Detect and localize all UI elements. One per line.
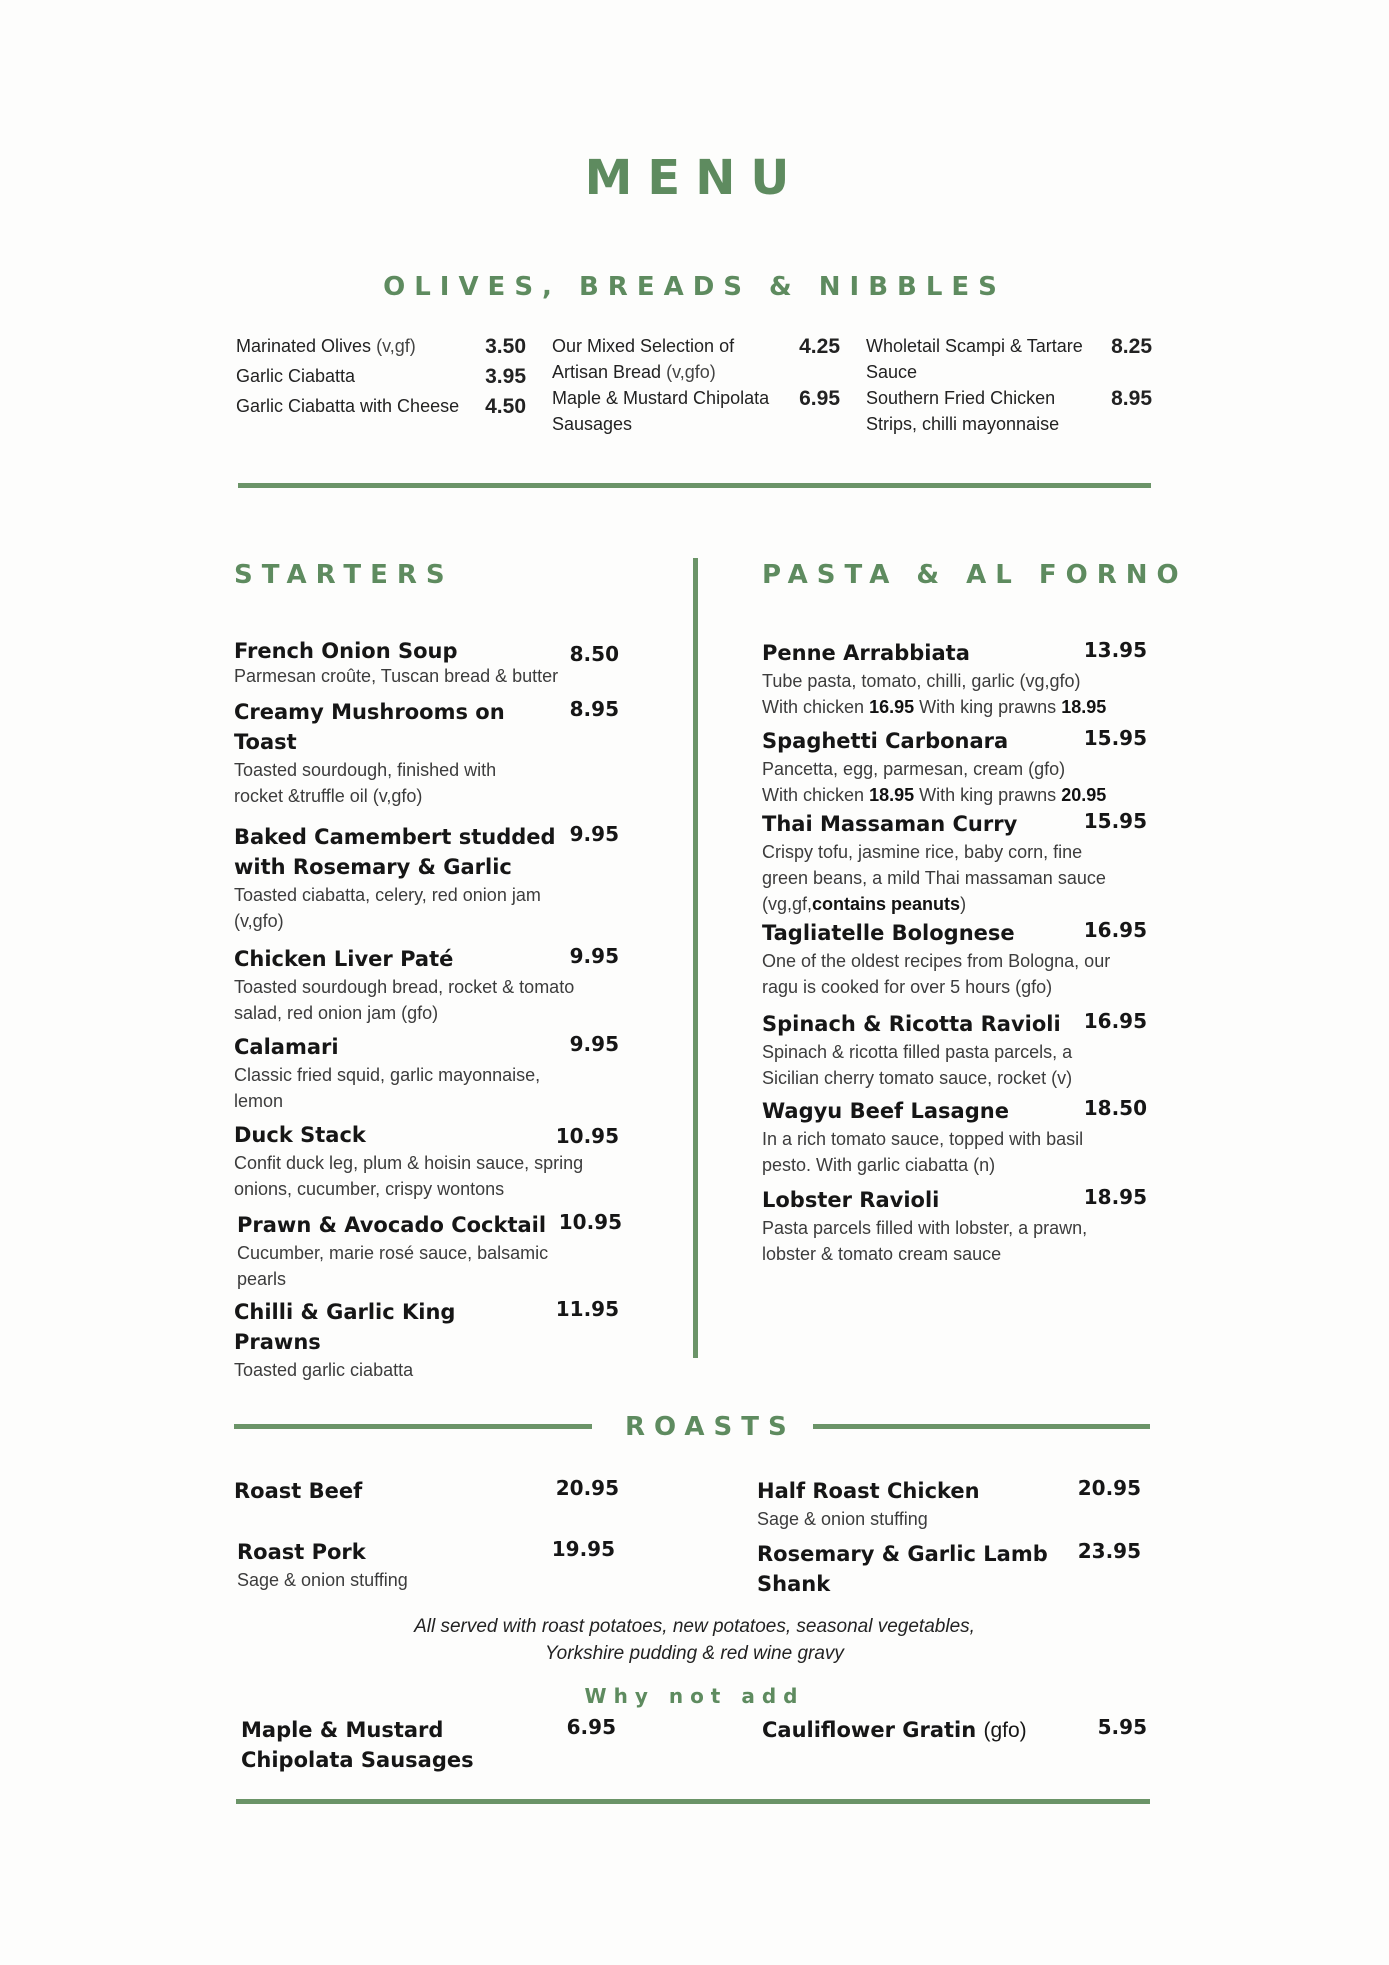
roast-item	[757, 1476, 1141, 1532]
extra-label: With chicken	[762, 697, 865, 717]
item-name: Thai Massaman Curry	[762, 812, 1018, 836]
item-description: Sage & onion stuffing	[757, 1509, 928, 1529]
nibble-price: 8.25	[1111, 335, 1152, 358]
starter-item	[234, 1120, 619, 1202]
item-name: Lobster Ravioli	[762, 1188, 940, 1212]
nibble-name-cont: Sausages	[552, 414, 633, 434]
nibble-name: Our Mixed Selection of	[552, 336, 735, 356]
item-description: Confit duck leg, plum & hoisin sauce, spring onions, cucumber, crispy wontons	[234, 1153, 584, 1199]
item-price: 16.95	[1083, 918, 1147, 942]
starter-item	[234, 636, 619, 686]
nibbles-column-3	[866, 333, 1152, 437]
item-price: 19.95	[551, 1537, 615, 1561]
dietary-tag-end: )	[960, 894, 967, 914]
nibble-price: 4.25	[799, 335, 840, 358]
item-name: Maple & Mustard Chipolata Sausages	[241, 1718, 474, 1772]
item-name: Baked Camembert studded with Rosemary & Garlic	[234, 825, 556, 879]
column-divider	[693, 558, 698, 1358]
item-price: 9.95	[569, 1032, 619, 1056]
roasts-rule-right	[813, 1424, 1150, 1429]
nibble-item	[552, 333, 840, 385]
item-name: Cauliflower Gratin	[762, 1718, 977, 1742]
nibble-name: Wholetail Scampi & Tartare	[866, 336, 1083, 356]
item-name: Rosemary & Garlic Lamb Shank	[757, 1542, 1048, 1596]
nibble-item	[236, 363, 526, 393]
nibbles-column-1	[236, 333, 526, 423]
item-price: 16.95	[1083, 1009, 1147, 1033]
nibble-item	[236, 393, 526, 423]
item-description: Toasted sourdough bread, rocket & tomato salad, red onion jam (gfo)	[234, 977, 575, 1023]
item-name: Tagliatelle Bolognese	[762, 921, 1015, 945]
starter-item	[234, 1032, 619, 1114]
nibble-price: 3.95	[485, 365, 526, 388]
item-name: French Onion Soup	[234, 639, 458, 663]
item-price: 11.95	[555, 1297, 619, 1321]
item-price: 8.50	[569, 642, 619, 666]
menu-title: MENU	[584, 150, 805, 206]
item-description: Tube pasta, tomato, chilli, garlic (vg,gfo)	[762, 671, 1081, 691]
note-line-2: Yorkshire pudding & red wine gravy	[545, 1643, 844, 1664]
nibble-price: 4.50	[485, 395, 526, 418]
note-line-1: All served with roast potatoes, new potatoes, seasonal vegetables,	[414, 1616, 975, 1637]
why-not-add-heading: Why not add	[584, 1684, 805, 1708]
nibble-name: Maple & Mustard Chipolata	[552, 388, 770, 408]
divider-bottom	[236, 1799, 1150, 1804]
nibble-item	[236, 333, 526, 363]
item-tag: (gfo)	[983, 1719, 1027, 1742]
item-description: Cucumber, marie rosé sauce, balsamic pearls	[237, 1243, 549, 1289]
nibble-tag: (v,gfo)	[666, 362, 716, 382]
nibble-name-cont: Strips, chilli mayonnaise	[866, 414, 1060, 434]
item-name: Prawn & Avocado Cocktail	[237, 1213, 547, 1237]
starter-item	[234, 822, 619, 934]
roast-item	[237, 1537, 615, 1593]
starter-item	[234, 1297, 619, 1383]
item-description: Toasted ciabatta, celery, red onion jam (v,gfo)	[234, 885, 541, 931]
pasta-item	[762, 918, 1147, 1000]
nibble-name-cont: Artisan Bread	[552, 362, 662, 382]
pasta-item	[762, 726, 1147, 808]
item-price: 10.95	[558, 1210, 622, 1234]
roasts-served-with-note	[0, 1613, 1389, 1667]
extra-label: With king prawns	[919, 697, 1057, 717]
item-description: Pancetta, egg, parmesan, cream (gfo)	[762, 759, 1066, 779]
pasta-item	[762, 809, 1147, 917]
item-name: Penne Arrabbiata	[762, 641, 970, 665]
extra-label: With chicken	[762, 785, 865, 805]
pasta-item	[762, 638, 1147, 720]
starter-item	[237, 1210, 622, 1292]
item-price: 6.95	[566, 1715, 616, 1739]
extra-price: 20.95	[1061, 785, 1107, 805]
nibble-price: 8.95	[1111, 387, 1152, 410]
item-extras	[762, 694, 1147, 720]
item-description: Spinach & ricotta filled pasta parcels, a Sicilian cherry tomato sauce, rocket (v)	[762, 1042, 1073, 1088]
nibble-name: Southern Fried Chicken	[866, 388, 1056, 408]
nibble-tag: (v,gf)	[376, 336, 416, 356]
nibble-price: 3.50	[485, 335, 526, 358]
item-description: Crispy tofu, jasmine rice, baby corn, fine green beans, a mild Thai massaman sauce	[762, 842, 1106, 888]
item-price: 18.95	[1083, 1185, 1147, 1209]
starters-heading: STARTERS	[234, 560, 454, 590]
item-name: Spinach & Ricotta Ravioli	[762, 1012, 1061, 1036]
item-name: Calamari	[234, 1035, 339, 1059]
item-description: In a rich tomato sauce, topped with basil pesto. With garlic ciabatta (n)	[762, 1129, 1084, 1175]
nibble-name: Garlic Ciabatta	[236, 366, 356, 386]
pasta-item	[762, 1096, 1147, 1178]
extra-label: With king prawns	[919, 785, 1057, 805]
item-price: 15.95	[1083, 726, 1147, 750]
item-price: 15.95	[1083, 809, 1147, 833]
pasta-heading: PASTA & AL FORNO	[762, 560, 1188, 590]
item-description: Classic fried squid, garlic mayonnaise, lemon	[234, 1065, 541, 1111]
item-price: 9.95	[569, 822, 619, 846]
item-name: Chilli & Garlic King Prawns	[234, 1300, 456, 1354]
item-name: Spaghetti Carbonara	[762, 729, 1009, 753]
item-name: Duck Stack	[234, 1123, 366, 1147]
item-dietary	[762, 891, 1147, 917]
addon-item	[241, 1715, 616, 1775]
item-description: One of the oldest recipes from Bologna, our ragu is cooked for over 5 hours (gfo)	[762, 951, 1111, 997]
roasts-heading: ROASTS	[625, 1412, 796, 1442]
item-description: Toasted garlic ciabatta	[234, 1360, 414, 1380]
extra-price: 16.95	[869, 697, 915, 717]
item-price: 20.95	[555, 1476, 619, 1500]
item-name: Wagyu Beef Lasagne	[762, 1099, 1009, 1123]
item-description: Toasted sourdough, finished with rocket &truffle oil (v,gfo)	[234, 760, 497, 806]
divider-nibbles	[238, 483, 1151, 488]
pasta-item	[762, 1009, 1147, 1091]
item-name: Roast Pork	[237, 1540, 366, 1564]
item-price: 9.95	[569, 944, 619, 968]
nibble-name-cont: Sauce	[866, 362, 918, 382]
item-price: 13.95	[1083, 638, 1147, 662]
pasta-item	[762, 1185, 1147, 1267]
item-price: 18.50	[1083, 1096, 1147, 1120]
item-price: 23.95	[1077, 1539, 1141, 1563]
addon-item	[762, 1715, 1147, 1746]
nibble-name: Garlic Ciabatta with Cheese	[236, 396, 460, 416]
nibbles-heading: OLIVES, BREADS & NIBBLES	[383, 272, 1006, 302]
nibble-item	[866, 333, 1152, 385]
extra-price: 18.95	[1061, 697, 1107, 717]
roast-item	[234, 1476, 619, 1506]
starter-item	[234, 697, 619, 809]
item-description: Parmesan croûte, Tuscan bread & butter	[234, 666, 559, 686]
item-description: Sage & onion stuffing	[237, 1570, 408, 1590]
item-price: 20.95	[1077, 1476, 1141, 1500]
item-price: 5.95	[1097, 1715, 1147, 1739]
extra-price: 18.95	[869, 785, 915, 805]
nibble-item	[866, 385, 1152, 437]
item-extras	[762, 782, 1147, 808]
item-name: Half Roast Chicken	[757, 1479, 980, 1503]
item-description: Pasta parcels filled with lobster, a prawn, lobster & tomato cream sauce	[762, 1218, 1088, 1264]
starter-item	[234, 944, 619, 1026]
item-name: Creamy Mushrooms on Toast	[234, 700, 505, 754]
allergen-warning: contains peanuts	[812, 894, 961, 914]
item-name: Roast Beef	[234, 1479, 363, 1503]
nibbles-column-2	[552, 333, 840, 437]
dietary-tag: (vg,gf,	[762, 894, 813, 914]
item-name: Chicken Liver Paté	[234, 947, 454, 971]
roast-item	[757, 1539, 1141, 1599]
item-price: 10.95	[555, 1124, 619, 1148]
nibble-price: 6.95	[799, 387, 840, 410]
nibble-item	[552, 385, 840, 437]
roasts-rule-left	[234, 1424, 592, 1429]
item-price: 8.95	[569, 697, 619, 721]
nibble-name: Marinated Olives	[236, 336, 372, 356]
